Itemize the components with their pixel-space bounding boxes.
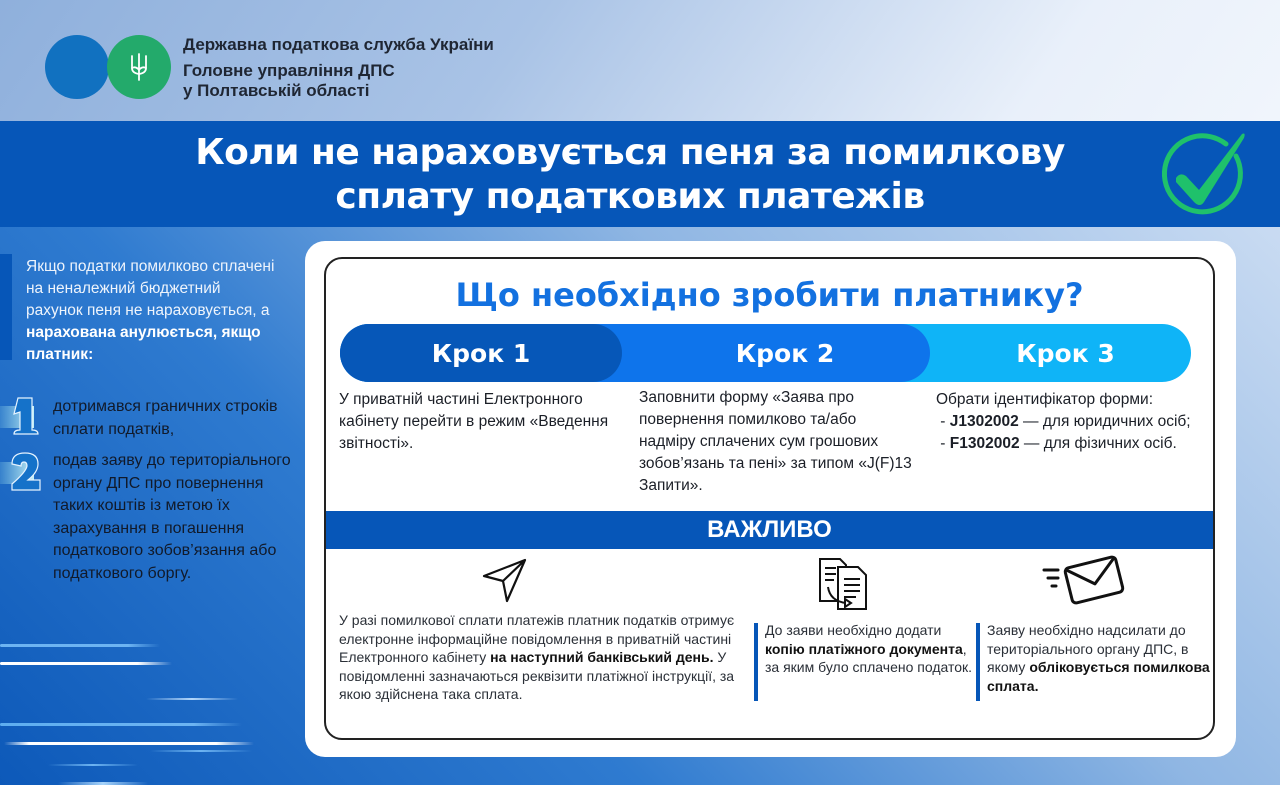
steps-bar <box>340 324 1191 382</box>
check-circle-icon <box>1156 130 1251 220</box>
question-title: Що необхідно зробити платнику? <box>455 276 1084 314</box>
important-text-2: До заяви необхідно додати копію платіжного документа, за яким було сплачено податок. <box>765 622 973 675</box>
logo-green-circle <box>107 35 171 99</box>
envelope-send-icon <box>1042 554 1128 606</box>
condition-text: подав заяву до територіального органу ДПС про повернення таких коштів із метою їх зарахування в погашення податкового зобов’язання або податкового боргу. <box>53 452 291 582</box>
steps-box <box>324 257 1215 740</box>
org-name: Державна податкова служба України <box>183 35 494 54</box>
page-title: Коли не нараховується пеня за помилкову сплату податкових платежів <box>195 132 1065 217</box>
org-subdivision: Головне управління ДПС <box>183 61 395 80</box>
number-1-icon <box>0 394 44 438</box>
step-1-pill: Крок 1 <box>340 324 622 382</box>
number-2-icon <box>0 450 44 494</box>
important-text-3: Заяву необхідно надсилати до територіального органу ДПС, в якому обліковується помилкова сплата. <box>987 622 1210 694</box>
intro-text: Якщо податки помилково сплачені на неналежний бюджетний рахунок пеня не нараховується, а нарахована анулюється, якщо платник: <box>26 258 275 363</box>
form-code-individual: - F1302002 — для фізичних осіб. <box>936 435 1177 452</box>
step-2-pill: Крок 2 <box>340 324 930 382</box>
accent-bar <box>976 623 980 701</box>
paper-plane-icon <box>481 557 527 603</box>
condition-text: дотримався граничних строків сплати податків, <box>53 398 278 438</box>
step-3-pill: Крок 3 <box>340 324 1191 382</box>
accent-bar <box>754 623 758 701</box>
important-header: ВАЖЛИВО <box>326 511 1213 549</box>
logo-blue-circle <box>45 35 109 99</box>
trident-icon <box>128 52 150 82</box>
form-code-legal: - J1302002 — для юридичних осіб; <box>936 413 1191 430</box>
accent-bar <box>0 254 12 360</box>
step-1-description: У приватній частині Електронного кабінету перейти в режим «Введення звітності». <box>339 391 609 452</box>
document-copy-icon <box>816 555 872 611</box>
org-region: у Полтавській області <box>183 81 370 100</box>
title-banner <box>0 121 1280 227</box>
step-3-description: Обрати ідентифікатор форми: - J1302002 — для юридичних осіб; - F1302002 — для фізичних осіб. <box>936 389 1211 455</box>
important-text-1: У разі помилкової сплати платежів платник податків отримує електронне інформаційне повідомлення в приватній частині Електронного кабінету на наступний банківський день. У повідомленні зазначаються реквізити платіжної інструкції, за якою здійснена така сплата. <box>339 612 735 702</box>
step-2-description: Заповнити форму «Заява про повернення помилково та/або надміру сплачених сум грошових зобов’язань та пені» за типом «J(F)13 Запити». <box>639 389 912 494</box>
